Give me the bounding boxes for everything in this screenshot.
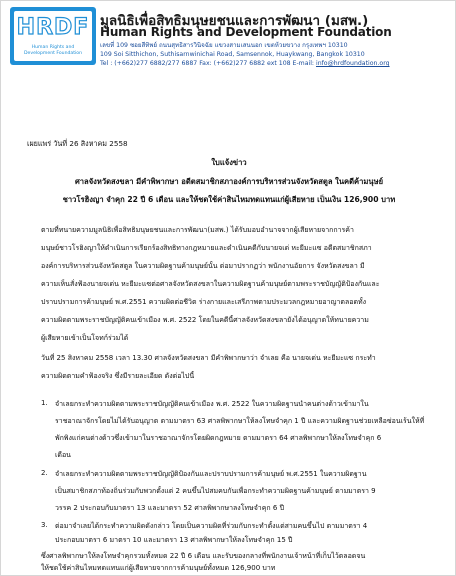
paragraph-line: ความผิดตามพระราชบัญญัติคนเข้าเมือง พ.ศ. 2522 โดยในคดีนี้ศาลจังหวัดสงขลายังได้อนุญาตให้ทนายความ [41, 316, 369, 324]
address-thai: เลขที่ 109 ซอยสีทิพย์ ถนนสุทธิสารวินิจฉัย แขวงสามเสนนอก เขตห้วยขวาง กรุงเทพฯ 10310 [100, 42, 348, 49]
org-name-thai: มูลนิธิเพื่อสิทธิมนุษยชนและการพัฒนา (มสพ.) [100, 13, 369, 29]
item-line: เดือน [55, 451, 71, 459]
item-line: ประกอบมาตรา 6 มาตรา 10 และมาตรา 13 ศาลพิพากษาให้ลงโทษจำคุก 15 ปี [55, 536, 293, 544]
item-line: พักพิงแก่คนต่างด้าวซึ่งเข้ามาในราชอาณาจักรโดยผิดกฎหมาย ตามมาตรา 64 ศาลพิพากษาให้ลงโทษจำคุก 6 [55, 434, 382, 442]
letterhead [8, 7, 452, 69]
address-english: 109 Soi Sitthichon, Suthisarnwinichai Road, Samsennok, Huaykwang, Bangkok 10310 [100, 51, 365, 58]
item-line: จำเลยกระทำความผิดตามพระราชบัญญัติคนเข้าเมือง พ.ศ. 2522 ในความผิดฐานนำคนต่างด้าวเข้ามาใน [55, 400, 369, 408]
logo-subtitle: Human Rights and Development Foundation [23, 45, 83, 56]
logo-inner [14, 11, 92, 61]
headline-line-2: ชาวโรฮิงญา จำคุก 22 ปี 6 เดือน และให้ชดใช้ค่าสินไหมทดแทนแก่ผู้เสียหาย เป็นเงิน 126,900 บาท [62, 195, 396, 204]
paragraph-line: มนุษย์ชาวโรฮิงญาให้ดำเนินการเรียกร้องสิทธิทางกฎหมายและดำเนินคดีกับนายจเด่ หะยีมะแซ อดีตสมาชิกสภา [41, 244, 372, 252]
item-number: 3. [41, 521, 48, 529]
paragraph-line: วันที่ 25 สิงหาคม 2558 เวลา 13.30 ศาลจังหวัดสงขลา มีคำพิพากษาว่า จำเลย คือ นายจเด่น หะยีมะแซ กระทำ [41, 354, 376, 362]
publish-date: เผยแพร่ วันที่ 26 สิงหาคม 2558 [27, 139, 128, 148]
item-line: จำเลยกระทำความผิดตามพระราชบัญญัติป้องกันและปราบปรามการค้ามนุษย์ พ.ศ.2551 ในความผิดฐาน [55, 470, 367, 478]
paragraph-line: ผู้เสียหายเข้าเป็นโจทก์ร่วมได้ [41, 334, 129, 342]
paragraph-line: ซึ่งศาลพิพากษาให้ลงโทษจำคุกรวมทั้งหมด 22 ปี 6 เดือน และรับของกลางที่พนักงานเจ้าหน้าที่เก็บไว้ตลอดจน [41, 552, 366, 560]
org-name-english: Human Rights and Development Foundation [100, 25, 392, 39]
item-line: วรรค 2 ประกอบกับมาตรา 13 และมาตรา 52 ศาลพิพากษาลงโทษจำคุก 6 ปี [55, 504, 285, 512]
item-number: 2. [41, 469, 48, 477]
paragraph-line: ความผิดตามคำฟ้องจริง ซึ่งมีรายละเอียด ดังต่อไปนี้ [41, 372, 195, 380]
logo-letters: HRDF [16, 15, 90, 40]
paragraph-line: ตามที่ทนายความมูลนิธิเพื่อสิทธิมนุษยชนและการพัฒนา(มสพ.) ได้รับมอบอำนาจจากผู้เสียหายจากการค้า [41, 226, 354, 234]
paragraph-line: องค์การบริหารส่วนจังหวัดสตูล ในความผิดฐานค้ามนุษย์นั้น ต่อมาปรากฏว่า พนักงานอัยการ จังหวัดสงขลา มี [41, 262, 365, 270]
document-subject: ใบแจ้งข่าว [211, 158, 247, 167]
item-line: ราชอาณาจักรโดยไม่ได้รับอนุญาต ตามมาตรา 63 ศาลพิพากษาให้ลงโทษจำคุก 1 ปี และความผิดฐานช่วยเหลือซ่อนเร้นให้ที่ [55, 417, 425, 425]
paragraph-line: ให้ชดใช้ค่าสินไหมทดแทนแก่ผู้เสียหายจากการค้ามนุษย์ทั้งหมด 126,900 บาท [41, 564, 276, 572]
paragraph-line: ปราบปรามการค้ามนุษย์ พ.ศ.2551 ความผิดต่อชีวิต ร่างกายและเสรีภาพตามประมวลกฎหมายอาญาตลอดทั้ง [41, 298, 367, 306]
contact-text: Tel : (+662)277 6882/277 6887 Fax: (+662)277 6882 ext 108 E-mail: [100, 60, 316, 67]
item-line: ต่อมาจำเลยได้กระทำความผิดดังกล่าว โดยเป็นความผิดที่ร่วมกับกระทำตั้งแต่สามคนขึ้นไป ตามมาตรา 4 [55, 522, 368, 530]
email-link[interactable]: info@hrdfoundation.org [315, 60, 390, 67]
headline-line-1: ศาลจังหวัดสงขลา มีคำพิพากษา อดีตสมาชิกสภาองค์การบริหารส่วนจังหวัดสตูล ในคดีค้ามนุษย์ [74, 177, 384, 186]
paragraph-line: ความเห็นสั่งฟ้องนายจเด่น หะยีมะแซต่อศาลจังหวัดสงขลาในความผิดฐานค้ามนุษย์ตามพระราชบัญญัติป้องกันและ [41, 280, 380, 288]
item-line: เป็นสมาชิกสภาท้องถิ่นร่วมกับพวกตั้งแต่ 2 คนขึ้นไปสมคบกันเพื่อกระทำความผิดฐานค้ามนุษย์ ตามมาตรา 9 [55, 487, 376, 495]
hrdf-logo [10, 7, 96, 65]
contact-line [100, 59, 452, 68]
item-number: 1. [41, 399, 48, 407]
